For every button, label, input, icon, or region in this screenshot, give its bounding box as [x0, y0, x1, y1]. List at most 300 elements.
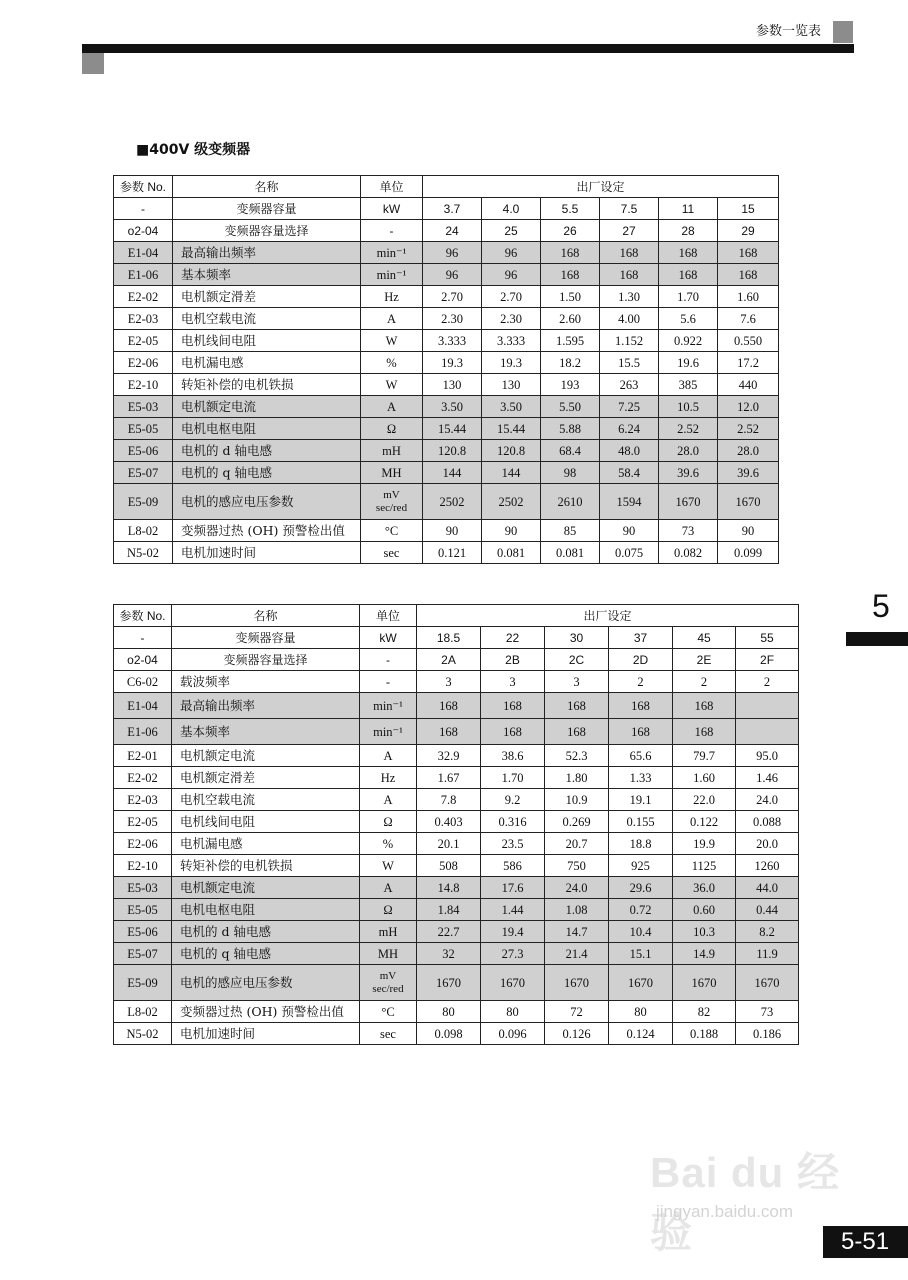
table-row — [114, 719, 799, 745]
value-cell: 2502 — [423, 484, 482, 520]
value-cell: 2.52 — [659, 418, 718, 440]
param-no-cell: E2-05 — [114, 330, 173, 352]
value-cell: 10.9 — [545, 789, 609, 811]
unit-cell: W — [361, 330, 423, 352]
value-cell: 168 — [541, 264, 600, 286]
unit-cell: kW — [361, 198, 423, 220]
watermark-main-text: Bai du 经验 — [650, 1149, 841, 1256]
value-cell: 1594 — [600, 484, 659, 520]
value-cell: 2.30 — [482, 308, 541, 330]
value-cell: 385 — [659, 374, 718, 396]
unit-cell: °C — [361, 520, 423, 542]
param-name-cell: 电机电枢电阻 — [173, 418, 361, 440]
table-row — [114, 418, 779, 440]
value-cell: 11 — [659, 198, 718, 220]
value-cell: 168 — [417, 693, 481, 719]
param-no-cell: E2-10 — [114, 855, 172, 877]
table-row — [114, 330, 779, 352]
value-cell: 98 — [541, 462, 600, 484]
value-cell: 120.8 — [423, 440, 482, 462]
unit-line-2: sec/red — [372, 982, 404, 995]
value-cell: 144 — [482, 462, 541, 484]
value-cell: 80 — [481, 1001, 545, 1023]
param-name-cell: 电机漏电感 — [172, 833, 360, 855]
value-cell: 18.2 — [541, 352, 600, 374]
value-cell: 20.7 — [545, 833, 609, 855]
param-name-cell: 电机额定电流 — [172, 877, 360, 899]
value-cell: 27.3 — [481, 943, 545, 965]
value-cell: 80 — [609, 1001, 673, 1023]
value-cell: 2F — [736, 649, 799, 671]
param-no-cell: o2-04 — [114, 649, 172, 671]
value-cell: 0.60 — [673, 899, 736, 921]
value-cell: 1670 — [718, 484, 779, 520]
unit-cell: - — [360, 649, 417, 671]
param-no-cell: L8-02 — [114, 1001, 172, 1023]
value-cell: 1.60 — [718, 286, 779, 308]
unit-line-1: mV — [383, 488, 400, 501]
value-cell: 168 — [718, 264, 779, 286]
param-name-cell: 电机电枢电阻 — [172, 899, 360, 921]
value-cell: 19.4 — [481, 921, 545, 943]
value-cell: 1670 — [417, 965, 481, 1001]
value-cell: 95.0 — [736, 745, 799, 767]
param-no-cell: E5-03 — [114, 877, 172, 899]
value-cell: 68.4 — [541, 440, 600, 462]
value-cell: 10.4 — [609, 921, 673, 943]
value-cell: 22.0 — [673, 789, 736, 811]
value-cell: 90 — [718, 520, 779, 542]
value-cell: 3.50 — [482, 396, 541, 418]
param-no-cell: C6-02 — [114, 671, 172, 693]
value-cell: 90 — [482, 520, 541, 542]
value-cell: 168 — [541, 242, 600, 264]
table-row — [114, 198, 779, 220]
param-name-cell: 电机额定电流 — [173, 396, 361, 418]
unit-cell: Hz — [361, 286, 423, 308]
value-cell: 1.30 — [600, 286, 659, 308]
param-name-cell: 电机空载电流 — [172, 789, 360, 811]
param-name-cell: 转矩补偿的电机铁损 — [173, 374, 361, 396]
unit-cell: min⁻¹ — [361, 264, 423, 286]
unit-line-1: mV — [379, 969, 397, 982]
param-no-cell: E1-06 — [114, 264, 173, 286]
unit-cell: A — [361, 396, 423, 418]
value-cell: 26 — [541, 220, 600, 242]
value-cell: 9.2 — [481, 789, 545, 811]
unit-cell: W — [360, 855, 417, 877]
value-cell: 14.7 — [545, 921, 609, 943]
value-cell: 5.6 — [659, 308, 718, 330]
unit-cell: A — [360, 745, 417, 767]
value-cell: 22 — [481, 627, 545, 649]
table-row — [114, 396, 779, 418]
value-cell: 2B — [481, 649, 545, 671]
table-row — [114, 627, 799, 649]
param-name-cell: 电机的 d 轴电感 — [173, 440, 361, 462]
table-row — [114, 462, 779, 484]
value-cell: 2C — [545, 649, 609, 671]
value-cell: 8.2 — [736, 921, 799, 943]
value-cell: 39.6 — [718, 462, 779, 484]
param-name-cell: 基本频率 — [172, 719, 360, 745]
value-cell: 7.25 — [600, 396, 659, 418]
table-row — [114, 374, 779, 396]
param-no-cell: - — [114, 198, 173, 220]
param-name-cell: 转矩补偿的电机铁损 — [172, 855, 360, 877]
value-cell: 1.44 — [481, 899, 545, 921]
param-no-cell: L8-02 — [114, 520, 173, 542]
value-cell: 29.6 — [609, 877, 673, 899]
value-cell: 55 — [736, 627, 799, 649]
value-cell: 168 — [659, 242, 718, 264]
value-cell: 38.6 — [481, 745, 545, 767]
header-rule — [82, 44, 854, 53]
unit-cell: °C — [360, 1001, 417, 1023]
value-cell: 1.80 — [545, 767, 609, 789]
value-cell: 7.6 — [718, 308, 779, 330]
value-cell: 17.2 — [718, 352, 779, 374]
param-no-cell: E5-05 — [114, 899, 172, 921]
value-cell: 1670 — [673, 965, 736, 1001]
value-cell: 30 — [545, 627, 609, 649]
value-cell: 168 — [609, 719, 673, 745]
header-name: 名称 — [172, 605, 360, 627]
value-cell: 0.075 — [600, 542, 659, 564]
value-cell: 1.67 — [417, 767, 481, 789]
value-cell: 0.098 — [417, 1023, 481, 1045]
value-cell: 3.50 — [423, 396, 482, 418]
value-cell: 80 — [417, 1001, 481, 1023]
value-cell: 3.333 — [482, 330, 541, 352]
value-cell: 1.595 — [541, 330, 600, 352]
unit-cell: - — [360, 671, 417, 693]
table-row — [114, 242, 779, 264]
header-param-no: 参数 No. — [114, 605, 172, 627]
param-name-cell: 变频器容量选择 — [172, 649, 360, 671]
table-row — [114, 833, 799, 855]
value-cell: 32 — [417, 943, 481, 965]
unit-cell: Hz — [360, 767, 417, 789]
param-name-cell: 电机额定滑差 — [173, 286, 361, 308]
page-header-title: 参数一览表 — [756, 24, 822, 39]
parameter-table-1 — [113, 175, 779, 564]
value-cell: 1670 — [659, 484, 718, 520]
section-title: ■400V 级变频器 — [136, 142, 251, 158]
table-row — [114, 877, 799, 899]
value-cell: 96 — [423, 264, 482, 286]
value-cell: 440 — [718, 374, 779, 396]
value-cell: 19.1 — [609, 789, 673, 811]
value-cell: 1.84 — [417, 899, 481, 921]
header-unit: 单位 — [360, 605, 417, 627]
param-name-cell: 电机的 q 轴电感 — [173, 462, 361, 484]
header-left-square — [82, 53, 104, 74]
unit-cell: A — [360, 877, 417, 899]
value-cell — [736, 693, 799, 719]
param-name-cell: 变频器容量 — [173, 198, 361, 220]
value-cell: 96 — [482, 242, 541, 264]
table-row — [114, 264, 779, 286]
table-row — [114, 855, 799, 877]
table-row — [114, 520, 779, 542]
unit-cell: sec — [360, 1023, 417, 1045]
table-row — [114, 899, 799, 921]
table-row — [114, 745, 799, 767]
table-header-row — [114, 176, 779, 198]
unit-cell: mH — [360, 921, 417, 943]
param-no-cell: E5-09 — [114, 965, 172, 1001]
table-row — [114, 693, 799, 719]
table-row — [114, 767, 799, 789]
value-cell: 0.099 — [718, 542, 779, 564]
value-cell: 586 — [481, 855, 545, 877]
value-cell: 10.3 — [673, 921, 736, 943]
value-cell: 32.9 — [417, 745, 481, 767]
value-cell: 21.4 — [545, 943, 609, 965]
value-cell: 22.7 — [417, 921, 481, 943]
unit-cell: % — [360, 833, 417, 855]
value-cell: 1.60 — [673, 767, 736, 789]
value-cell: 168 — [673, 719, 736, 745]
table-row — [114, 286, 779, 308]
table-row — [114, 440, 779, 462]
value-cell: 168 — [609, 693, 673, 719]
table-row — [114, 965, 799, 1001]
param-name-cell: 电机加速时间 — [173, 542, 361, 564]
value-cell: 4.00 — [600, 308, 659, 330]
value-cell: 2 — [673, 671, 736, 693]
value-cell: 130 — [423, 374, 482, 396]
unit-cell: - — [361, 220, 423, 242]
value-cell: 120.8 — [482, 440, 541, 462]
value-cell: 0.081 — [541, 542, 600, 564]
value-cell: 19.3 — [482, 352, 541, 374]
value-cell: 10.5 — [659, 396, 718, 418]
value-cell: 19.6 — [659, 352, 718, 374]
value-cell: 1670 — [736, 965, 799, 1001]
table-row — [114, 1001, 799, 1023]
header-unit: 单位 — [361, 176, 423, 198]
value-cell — [736, 719, 799, 745]
value-cell: 23.5 — [481, 833, 545, 855]
param-no-cell: E5-09 — [114, 484, 173, 520]
value-cell: 44.0 — [736, 877, 799, 899]
value-cell: 7.5 — [600, 198, 659, 220]
header-param-no: 参数 No. — [114, 176, 173, 198]
table-row — [114, 811, 799, 833]
unit-cell: W — [361, 374, 423, 396]
value-cell: 58.4 — [600, 462, 659, 484]
value-cell: 15.5 — [600, 352, 659, 374]
value-cell: 168 — [600, 264, 659, 286]
header-factory-setting: 出厂设定 — [417, 605, 799, 627]
value-cell: 3.333 — [423, 330, 482, 352]
table-row — [114, 484, 779, 520]
unit-cell — [360, 965, 417, 1001]
unit-cell: MH — [361, 462, 423, 484]
value-cell: 72 — [545, 1001, 609, 1023]
param-no-cell: - — [114, 627, 172, 649]
unit-cell: A — [360, 789, 417, 811]
value-cell: 12.0 — [718, 396, 779, 418]
value-cell: 0.44 — [736, 899, 799, 921]
value-cell: 25 — [482, 220, 541, 242]
value-cell: 1.08 — [545, 899, 609, 921]
param-no-cell: E5-03 — [114, 396, 173, 418]
param-name-cell: 电机额定滑差 — [172, 767, 360, 789]
chapter-marker-bar — [846, 632, 908, 646]
table-row — [114, 220, 779, 242]
value-cell: 96 — [482, 264, 541, 286]
unit-cell: min⁻¹ — [360, 693, 417, 719]
value-cell: 1670 — [481, 965, 545, 1001]
param-no-cell: E2-06 — [114, 833, 172, 855]
value-cell: 2.52 — [718, 418, 779, 440]
value-cell: 17.6 — [481, 877, 545, 899]
value-cell: 28.0 — [718, 440, 779, 462]
param-no-cell: E5-07 — [114, 943, 172, 965]
unit-cell: mH — [361, 440, 423, 462]
value-cell: 0.082 — [659, 542, 718, 564]
value-cell: 168 — [600, 242, 659, 264]
table-header-row — [114, 605, 799, 627]
value-cell: 193 — [541, 374, 600, 396]
value-cell: 1.46 — [736, 767, 799, 789]
watermark-url: jingyan.baidu.com — [656, 1202, 794, 1221]
value-cell: 0.126 — [545, 1023, 609, 1045]
value-cell: 2502 — [482, 484, 541, 520]
value-cell: 28 — [659, 220, 718, 242]
param-no-cell: N5-02 — [114, 542, 173, 564]
param-no-cell: E2-01 — [114, 745, 172, 767]
chapter-number: 5 — [872, 588, 890, 624]
value-cell: 0.550 — [718, 330, 779, 352]
header-factory-setting: 出厂设定 — [423, 176, 779, 198]
value-cell: 1.50 — [541, 286, 600, 308]
value-cell: 2 — [609, 671, 673, 693]
value-cell: 144 — [423, 462, 482, 484]
table-row — [114, 943, 799, 965]
value-cell: 0.72 — [609, 899, 673, 921]
value-cell: 85 — [541, 520, 600, 542]
value-cell: 3 — [417, 671, 481, 693]
value-cell: 29 — [718, 220, 779, 242]
value-cell: 18.5 — [417, 627, 481, 649]
value-cell: 2.60 — [541, 308, 600, 330]
value-cell: 0.188 — [673, 1023, 736, 1045]
param-name-cell: 电机的感应电压参数 — [172, 965, 360, 1001]
param-no-cell: E5-06 — [114, 921, 172, 943]
unit-cell: Ω — [361, 418, 423, 440]
value-cell: 0.122 — [673, 811, 736, 833]
unit-line-2: sec/red — [375, 501, 408, 514]
param-name-cell: 变频器过热 (OH) 预警检出值 — [173, 520, 361, 542]
value-cell: 1.152 — [600, 330, 659, 352]
unit-cell: % — [361, 352, 423, 374]
unit-cell: Ω — [360, 811, 417, 833]
param-name-cell: 基本频率 — [173, 264, 361, 286]
param-name-cell: 最高输出频率 — [172, 693, 360, 719]
unit-cell: A — [361, 308, 423, 330]
value-cell: 1.70 — [659, 286, 718, 308]
value-cell: 28.0 — [659, 440, 718, 462]
table-row — [114, 789, 799, 811]
value-cell: 0.186 — [736, 1023, 799, 1045]
value-cell: 4.0 — [482, 198, 541, 220]
value-cell: 3.7 — [423, 198, 482, 220]
value-cell: 3 — [545, 671, 609, 693]
value-cell: 508 — [417, 855, 481, 877]
table-row — [114, 352, 779, 374]
param-no-cell: E5-06 — [114, 440, 173, 462]
value-cell: 52.3 — [545, 745, 609, 767]
param-no-cell: E2-02 — [114, 286, 173, 308]
value-cell: 0.124 — [609, 1023, 673, 1045]
param-no-cell: E2-02 — [114, 767, 172, 789]
value-cell: 24.0 — [545, 877, 609, 899]
value-cell: 168 — [673, 693, 736, 719]
unit-cell: sec — [361, 542, 423, 564]
param-name-cell: 载波频率 — [172, 671, 360, 693]
value-cell: 82 — [673, 1001, 736, 1023]
value-cell: 263 — [600, 374, 659, 396]
value-cell: 5.88 — [541, 418, 600, 440]
param-name-cell: 电机空载电流 — [173, 308, 361, 330]
unit-cell — [361, 484, 423, 520]
param-no-cell: E5-05 — [114, 418, 173, 440]
value-cell: 15 — [718, 198, 779, 220]
value-cell: 750 — [545, 855, 609, 877]
page-number: 5-51 — [841, 1228, 890, 1255]
table-row — [114, 649, 799, 671]
value-cell: 168 — [545, 693, 609, 719]
value-cell: 2.30 — [423, 308, 482, 330]
value-cell: 14.9 — [673, 943, 736, 965]
param-no-cell: N5-02 — [114, 1023, 172, 1045]
value-cell: 90 — [600, 520, 659, 542]
unit-cell: MH — [360, 943, 417, 965]
unit-cell: Ω — [360, 899, 417, 921]
table-row — [114, 921, 799, 943]
value-cell: 0.081 — [482, 542, 541, 564]
value-cell: 5.5 — [541, 198, 600, 220]
value-cell: 11.9 — [736, 943, 799, 965]
param-no-cell: E1-06 — [114, 719, 172, 745]
parameter-table-2 — [113, 604, 799, 1045]
value-cell: 19.9 — [673, 833, 736, 855]
param-no-cell: E1-04 — [114, 242, 173, 264]
value-cell: 1.33 — [609, 767, 673, 789]
param-no-cell: E2-05 — [114, 811, 172, 833]
value-cell: 37 — [609, 627, 673, 649]
value-cell: 1670 — [609, 965, 673, 1001]
value-cell: 168 — [481, 693, 545, 719]
value-cell: 7.8 — [417, 789, 481, 811]
value-cell: 925 — [609, 855, 673, 877]
value-cell: 1260 — [736, 855, 799, 877]
table-row — [114, 1023, 799, 1045]
param-no-cell: E2-03 — [114, 308, 173, 330]
value-cell: 3 — [481, 671, 545, 693]
param-name-cell: 电机加速时间 — [172, 1023, 360, 1045]
value-cell: 168 — [417, 719, 481, 745]
param-name-cell: 电机漏电感 — [173, 352, 361, 374]
value-cell: 6.24 — [600, 418, 659, 440]
value-cell: 15.44 — [423, 418, 482, 440]
value-cell: 1125 — [673, 855, 736, 877]
value-cell: 39.6 — [659, 462, 718, 484]
